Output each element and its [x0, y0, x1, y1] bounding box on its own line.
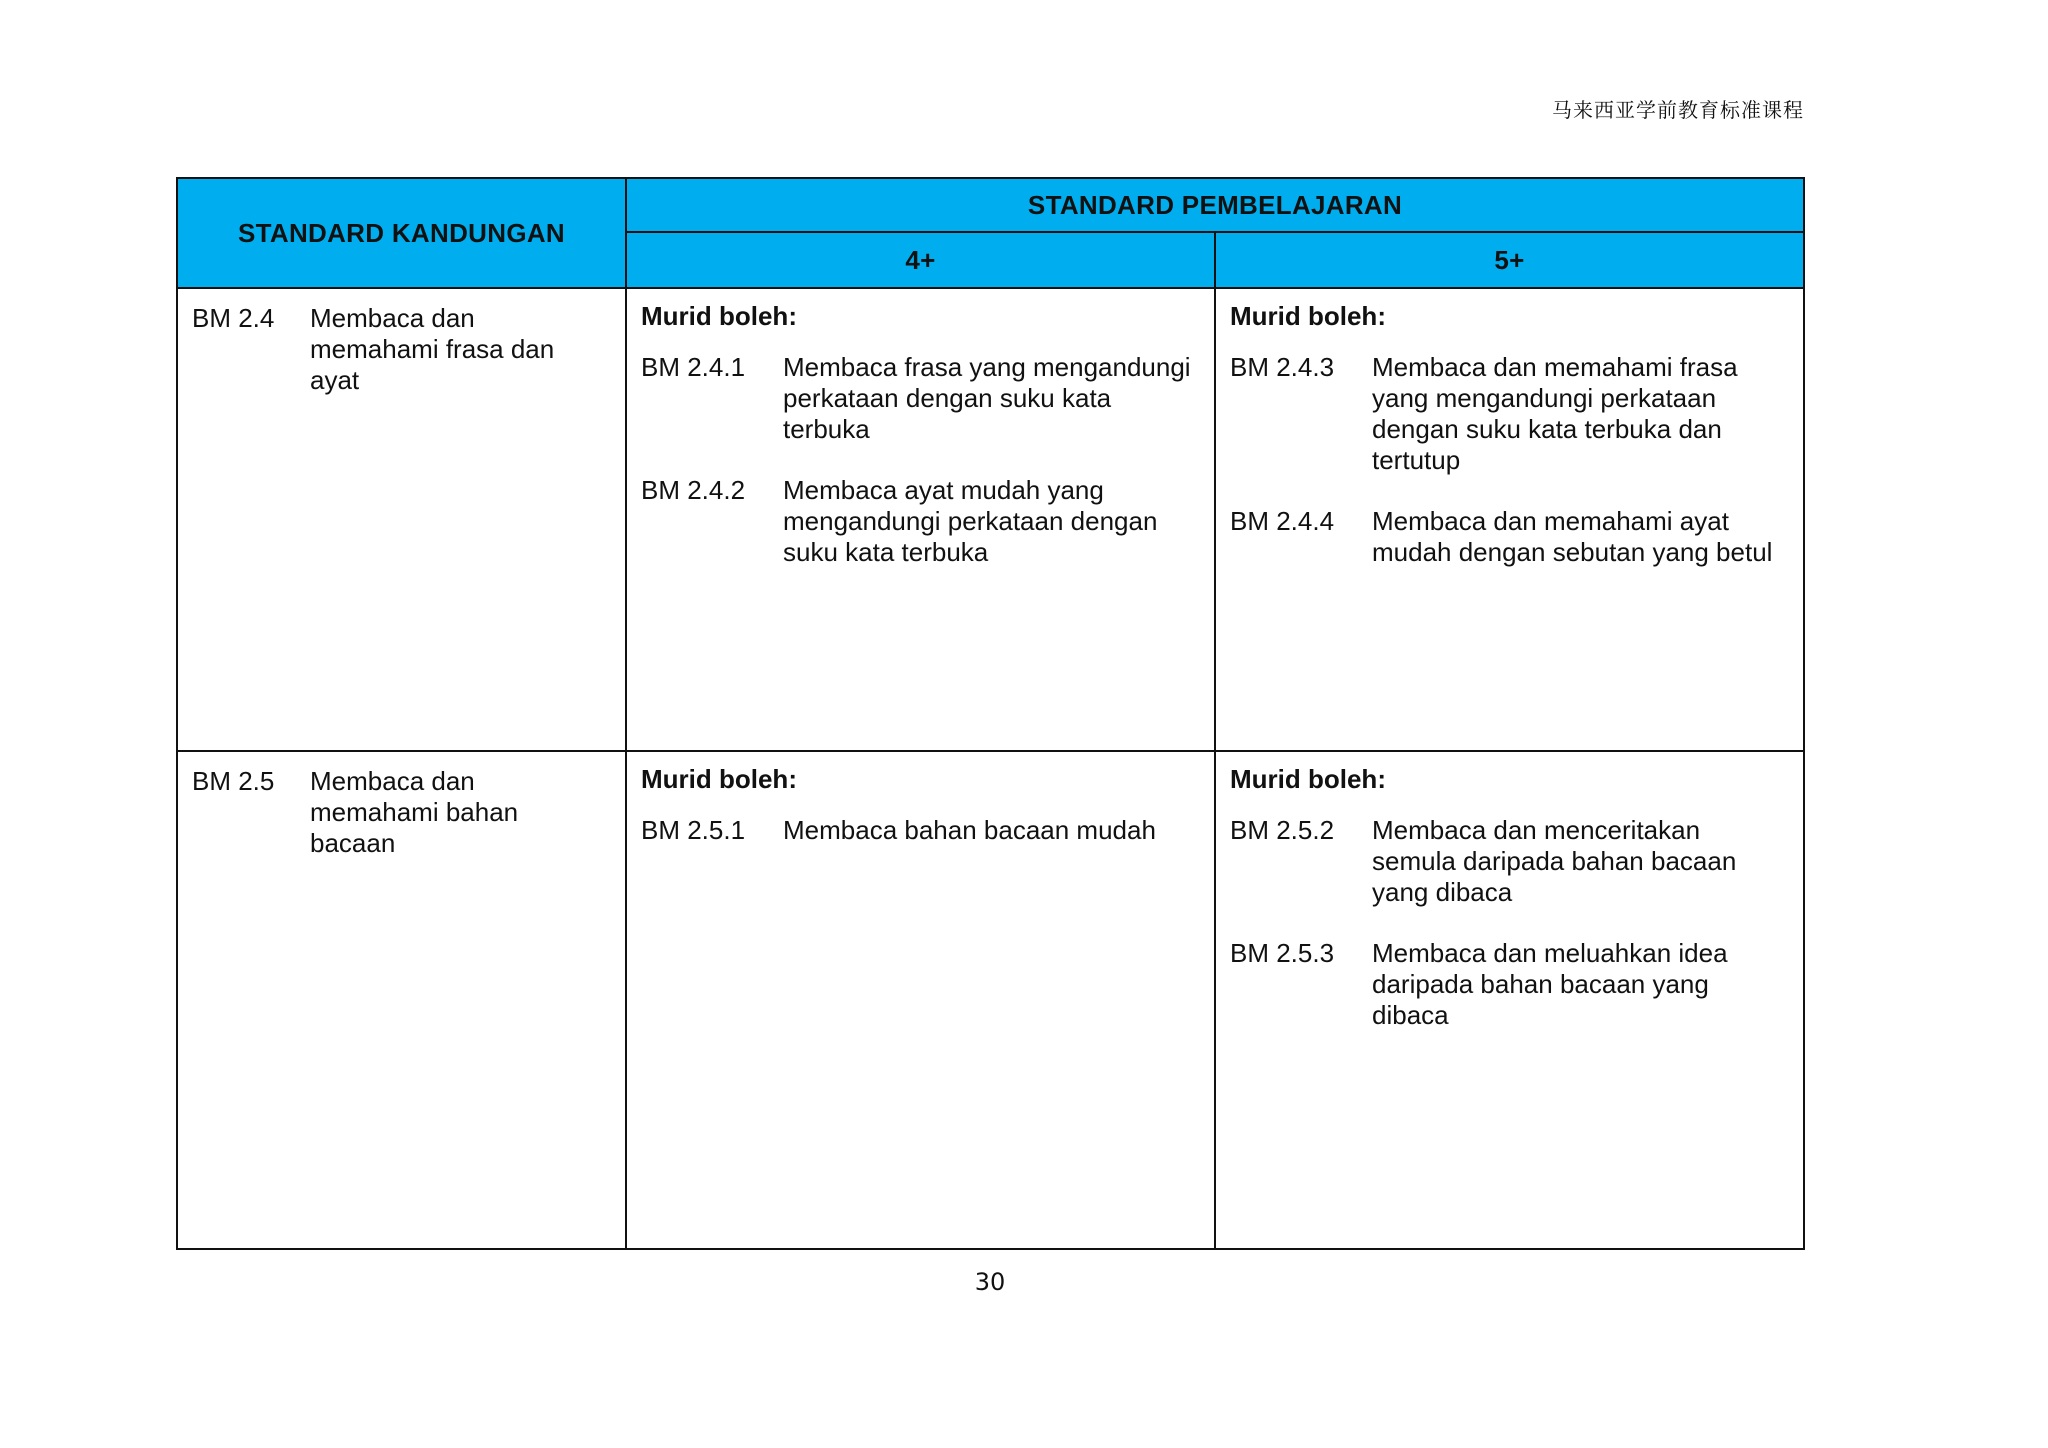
- table-row: [177, 751, 1804, 1249]
- standard-kandungan-cell: [177, 288, 626, 751]
- learning-standard-item: [641, 475, 1200, 568]
- standard-pembelajaran-5-cell: [1215, 751, 1804, 1249]
- murid-boleh-label: Murid boleh:: [1230, 301, 1386, 331]
- header-standard-pembelajaran: STANDARD PEMBELAJARAN: [626, 178, 1804, 232]
- item-text: Membaca dan meluahkan idea daripada bahan bacaan yang dibaca: [1372, 938, 1728, 1030]
- item-text: Membaca bahan bacaan mudah: [783, 815, 1156, 845]
- item-text: Membaca dan memahami ayat mudah dengan sebutan yang betul: [1372, 506, 1773, 567]
- learning-standard-item: [1230, 352, 1789, 476]
- page-number: 30: [974, 1268, 1006, 1296]
- running-header: 马来西亚学前教育标准课程: [1552, 98, 1804, 122]
- murid-boleh-label: Murid boleh:: [641, 764, 797, 794]
- learning-standard-item: [1230, 815, 1789, 908]
- murid-boleh-label: Murid boleh:: [641, 301, 797, 331]
- item-code: BM 2.5.2: [1230, 815, 1335, 845]
- item-code: BM 2.4.1: [641, 352, 746, 382]
- item-text: Membaca frasa yang mengandungi perkataan dengan suku kata terbuka: [783, 352, 1191, 444]
- sk-code: BM 2.5: [192, 766, 275, 796]
- table-row: [177, 288, 1804, 751]
- item-text: Membaca ayat mudah yang mengandungi perkataan dengan suku kata terbuka: [783, 475, 1158, 567]
- sk-code: BM 2.4: [192, 303, 275, 333]
- item-code: BM 2.5.1: [641, 815, 746, 845]
- sk-text: Membaca dan memahami frasa dan ayat: [310, 303, 555, 395]
- item-code: BM 2.4.2: [641, 475, 746, 505]
- standard-kandungan-cell: [177, 751, 626, 1249]
- standard-pembelajaran-4-cell: [626, 288, 1215, 751]
- item-code: BM 2.4.4: [1230, 506, 1335, 536]
- murid-boleh-label: Murid boleh:: [1230, 764, 1386, 794]
- header-standard-kandungan: STANDARD KANDUNGAN: [177, 178, 626, 288]
- header-age-5: 5+: [1215, 232, 1804, 288]
- standard-pembelajaran-5-cell: [1215, 288, 1804, 751]
- learning-standard-item: [641, 815, 1200, 846]
- curriculum-table: [176, 177, 1805, 1250]
- header-age-4: 4+: [626, 232, 1215, 288]
- learning-standard-item: [1230, 938, 1789, 1031]
- standard-pembelajaran-4-cell: [626, 751, 1215, 1249]
- item-code: BM 2.4.3: [1230, 352, 1335, 382]
- item-text: Membaca dan memahami frasa yang mengandungi perkataan dengan suku kata terbuka dan tertutup: [1372, 352, 1738, 475]
- learning-standard-item: [1230, 506, 1789, 568]
- sk-text: Membaca dan memahami bahan bacaan: [310, 766, 519, 858]
- item-text: Membaca dan menceritakan semula daripada bahan bacaan yang dibaca: [1372, 815, 1737, 907]
- learning-standard-item: [641, 352, 1200, 445]
- item-code: BM 2.5.3: [1230, 938, 1335, 968]
